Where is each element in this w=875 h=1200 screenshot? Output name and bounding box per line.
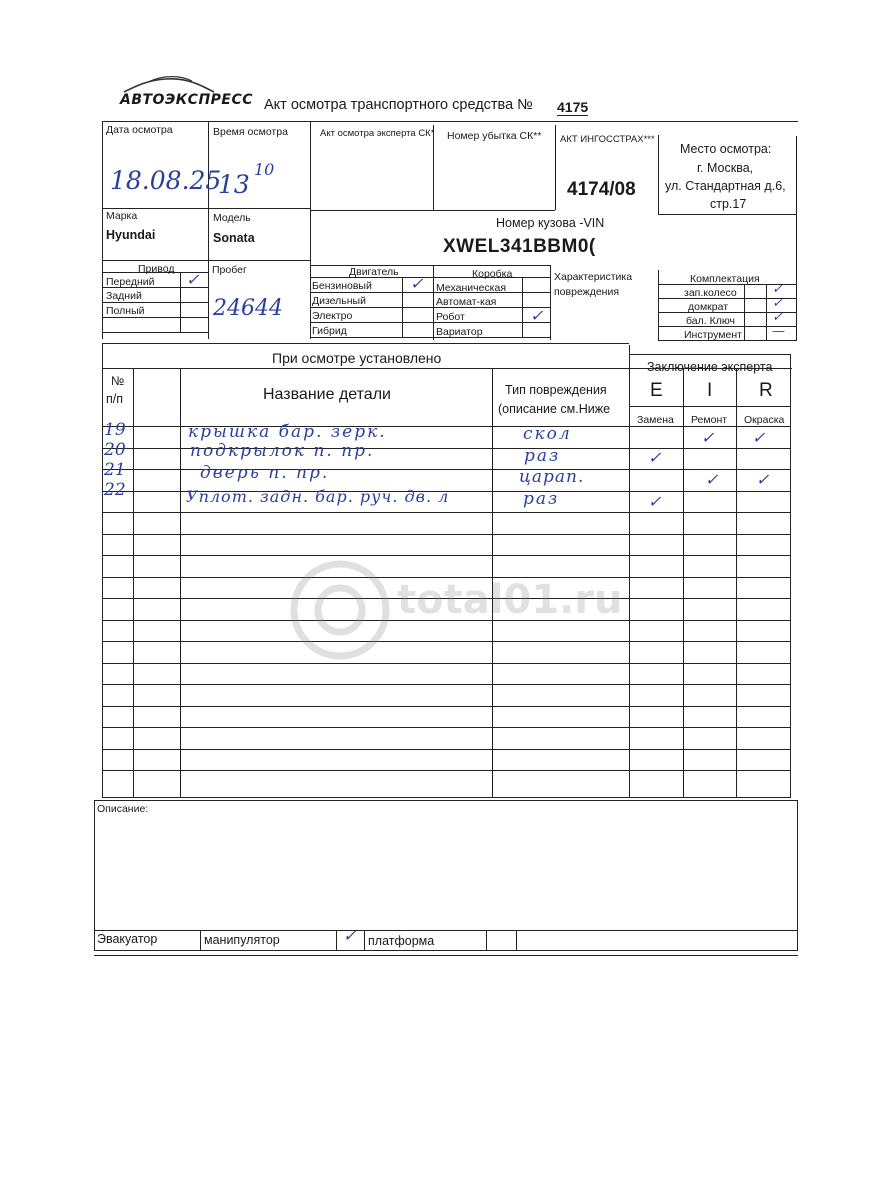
col-e-header: E bbox=[650, 380, 663, 401]
table-row-divider bbox=[102, 749, 790, 750]
loss-number-label: Номер убытка СК** bbox=[447, 130, 542, 142]
drive-front: Передний bbox=[106, 276, 155, 288]
drive-rear: Задний bbox=[106, 290, 142, 302]
ingos-value: 4174/08 bbox=[567, 179, 636, 200]
row-r-mark: ✓ bbox=[756, 470, 770, 489]
expert-act-label: Акт осмотра эксперта СК* bbox=[320, 128, 435, 139]
part-header: Название детали bbox=[263, 386, 391, 403]
place-line3: ул. Стандартная д.6, bbox=[665, 179, 786, 193]
drive-label: Привод bbox=[138, 263, 175, 275]
gearbox-auto: Автомат-кая bbox=[436, 296, 497, 308]
equipment-spare: зап.колесо bbox=[684, 287, 737, 299]
gearbox-variator: Вариатор bbox=[436, 326, 483, 338]
col-r-header: R bbox=[759, 380, 773, 401]
type-header-line1: Тип повреждения bbox=[505, 383, 607, 397]
row-number: 20 bbox=[104, 440, 126, 460]
footer-manipulator: манипулятор bbox=[204, 933, 280, 947]
equipment-tools-mark: — bbox=[772, 324, 785, 339]
watermark-logo-icon bbox=[285, 555, 395, 665]
make-value: Hyundai bbox=[106, 228, 156, 242]
vin-value: XWEL341BBM0( bbox=[443, 236, 596, 257]
gearbox-manual: Механическая bbox=[436, 282, 507, 294]
place-line4: стр.17 bbox=[710, 197, 747, 211]
engine-hybrid: Гибрид bbox=[312, 325, 347, 337]
drive-front-mark: ✓ bbox=[186, 270, 200, 289]
row-type: раз bbox=[524, 446, 561, 466]
document-number: 4175 bbox=[557, 99, 589, 115]
table-row-divider bbox=[102, 727, 790, 728]
engine-electric: Электро bbox=[312, 310, 353, 322]
date-value: 18.08.25 bbox=[110, 166, 222, 195]
row-type: раз bbox=[523, 489, 560, 509]
make-label: Марка bbox=[106, 210, 138, 222]
engine-petrol-mark: ✓ bbox=[410, 274, 424, 293]
time-minutes: 10 bbox=[254, 160, 275, 179]
row-part: Уплот. задн. бар. руч. дв. л bbox=[186, 487, 450, 506]
findings-title: При осмотре установлено bbox=[272, 350, 442, 366]
table-row-divider bbox=[102, 770, 790, 771]
equipment-wrench-mark: ✓ bbox=[772, 310, 783, 325]
footer-evacuator: Эвакуатор bbox=[97, 932, 158, 946]
damage-char-line1: Характеристика bbox=[554, 271, 633, 283]
date-label: Дата осмотра bbox=[106, 124, 173, 136]
engine-diesel: Дизельный bbox=[312, 295, 366, 307]
vin-label: Номер кузова -VIN bbox=[496, 216, 605, 230]
footer-platform: платформа bbox=[368, 934, 435, 948]
footer-manipulator-mark: ✓ bbox=[343, 926, 357, 945]
row-part: дверь п. пр. bbox=[200, 463, 330, 483]
damage-char-line2: повреждения bbox=[554, 286, 620, 298]
drive-full: Полный bbox=[106, 305, 145, 317]
table-row-divider bbox=[102, 534, 790, 535]
equipment-jack-mark: ✓ bbox=[772, 296, 783, 311]
car-silhouette-icon bbox=[118, 72, 218, 94]
equipment-wrench: бал. Ключ bbox=[686, 315, 735, 327]
col-r-sub: Окраска bbox=[744, 414, 785, 426]
col-i-header: I bbox=[707, 380, 713, 401]
gearbox-robot: Робот bbox=[436, 311, 465, 323]
place-line1: Место осмотра: bbox=[680, 142, 772, 156]
row-part: крышка бар. зерк. bbox=[188, 422, 387, 442]
col-e-sub: Замена bbox=[637, 414, 674, 426]
col-i-sub: Ремонт bbox=[691, 414, 728, 426]
row-i-mark: ✓ bbox=[705, 470, 719, 489]
equipment-jack: домкрат bbox=[688, 301, 729, 313]
engine-label: Двигатель bbox=[349, 266, 399, 278]
equipment-label: Комплектация bbox=[690, 273, 760, 285]
row-number: 19 bbox=[104, 420, 126, 440]
row-e-mark: ✓ bbox=[648, 448, 662, 467]
equipment-spare-mark: ✓ bbox=[772, 282, 783, 297]
no-header-line1: № bbox=[111, 374, 125, 388]
model-label: Модель bbox=[213, 212, 251, 224]
engine-petrol: Бензиновый bbox=[312, 280, 372, 292]
watermark-text: total01.ru bbox=[397, 577, 623, 623]
row-part: подкрылок п. пр. bbox=[190, 441, 375, 461]
equipment-tools: Инструмент bbox=[684, 329, 742, 341]
row-r-mark: ✓ bbox=[752, 428, 766, 447]
gearbox-robot-mark: ✓ bbox=[530, 306, 544, 325]
logo-brand: АВТОЭКСПРЕСС bbox=[120, 92, 254, 108]
time-hours: 13 bbox=[218, 170, 250, 199]
description-label: Описание: bbox=[97, 803, 149, 815]
row-i-mark: ✓ bbox=[701, 428, 715, 447]
company-logo bbox=[118, 72, 254, 112]
mileage-label: Пробег bbox=[212, 264, 247, 276]
row-number: 22 bbox=[104, 480, 126, 500]
type-header-line2: (описание см.Ниже bbox=[498, 402, 611, 416]
table-row-divider bbox=[102, 706, 790, 707]
time-label: Время осмотра bbox=[213, 126, 288, 138]
row-type: царап. bbox=[519, 467, 585, 487]
table-row-divider bbox=[102, 512, 790, 513]
place-line2: г. Москва, bbox=[697, 161, 754, 175]
no-header-line2: п/п bbox=[106, 392, 124, 406]
row-type: скол bbox=[523, 424, 572, 444]
conclusion-title: Заключение эксперта bbox=[647, 360, 773, 374]
table-row-divider bbox=[102, 684, 790, 685]
mileage-value: 24644 bbox=[213, 296, 283, 321]
model-value: Sonata bbox=[213, 231, 255, 245]
row-e-mark: ✓ bbox=[648, 492, 662, 511]
gearbox-label: Коробка bbox=[472, 268, 513, 280]
watermark bbox=[285, 555, 623, 665]
document-title: Акт осмотра транспортного средства № bbox=[264, 97, 533, 113]
ingos-label: АКТ ИНГОССТРАХ*** bbox=[560, 134, 655, 145]
row-number: 21 bbox=[104, 460, 126, 480]
